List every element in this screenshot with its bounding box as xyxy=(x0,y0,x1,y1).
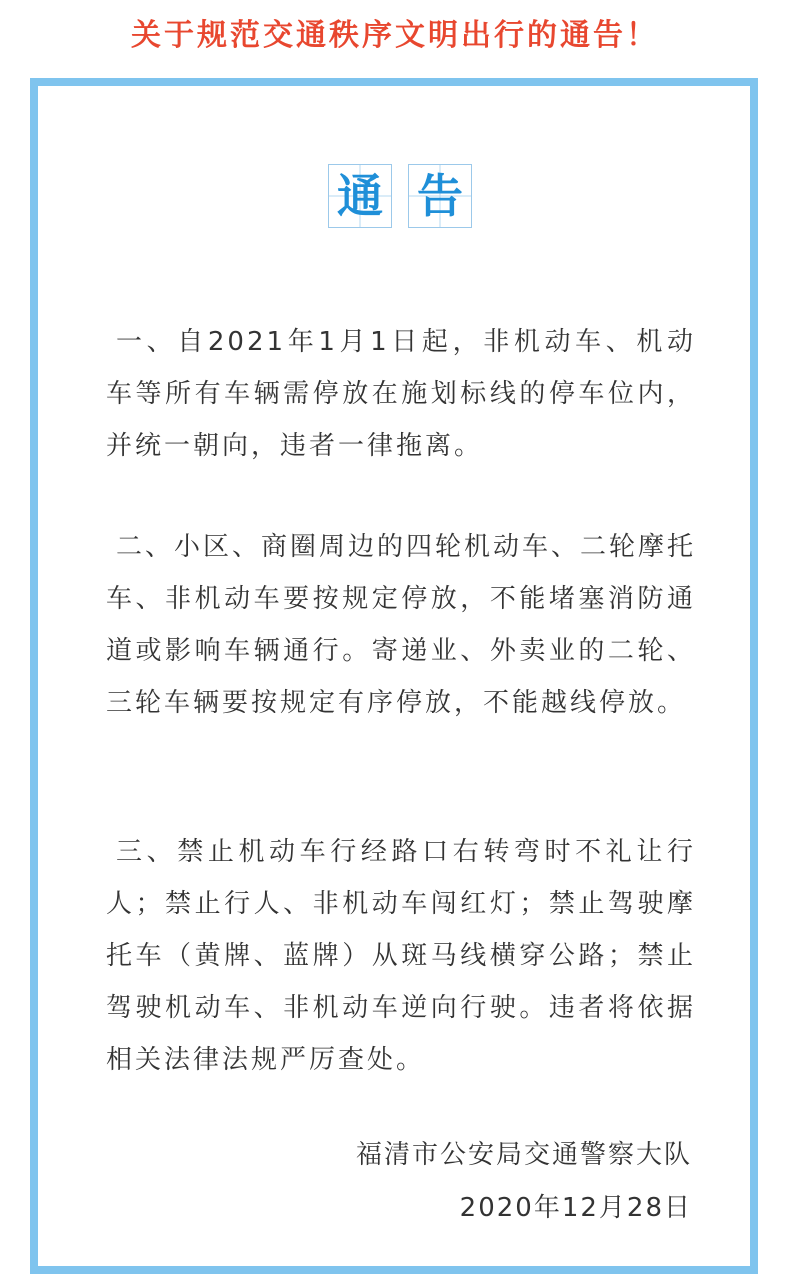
notice-paragraph-3: 三、禁止机动车行经路口右转弯时不礼让行人；禁止行人、非机动车闯红灯；禁止驾驶摩托车（黄牌、蓝牌）从斑马线横穿公路；禁止驾驶机动车、非机动车逆向行驶。违者将依据相关法律法规严厉查处。 xyxy=(106,837,696,1075)
notice-title-char-1: 通 xyxy=(328,164,392,228)
notice-paragraph-1: 一、自2021年1月1日起，非机动车、机动车等所有车辆需停放在施划标线的停车位内，并统一朝向，违者一律拖离。 xyxy=(106,327,696,461)
issuer-signature: 福清市公安局交通警察大队 xyxy=(355,1140,692,1170)
page-headline: 关于规范交通秩序文明出行的通告！ xyxy=(131,18,659,53)
notice-title-char-2: 告 xyxy=(408,164,472,228)
notice-frame xyxy=(30,78,758,1274)
issue-date: 2020年12月28日 xyxy=(459,1193,692,1223)
notice-paragraph-2: 二、小区、商圈周边的四轮机动车、二轮摩托车、非机动车要按规定停放，不能堵塞消防通道或影响车辆通行。寄递业、外卖业的二轮、三轮车辆要按规定有序停放，不能越线停放。 xyxy=(106,532,697,718)
